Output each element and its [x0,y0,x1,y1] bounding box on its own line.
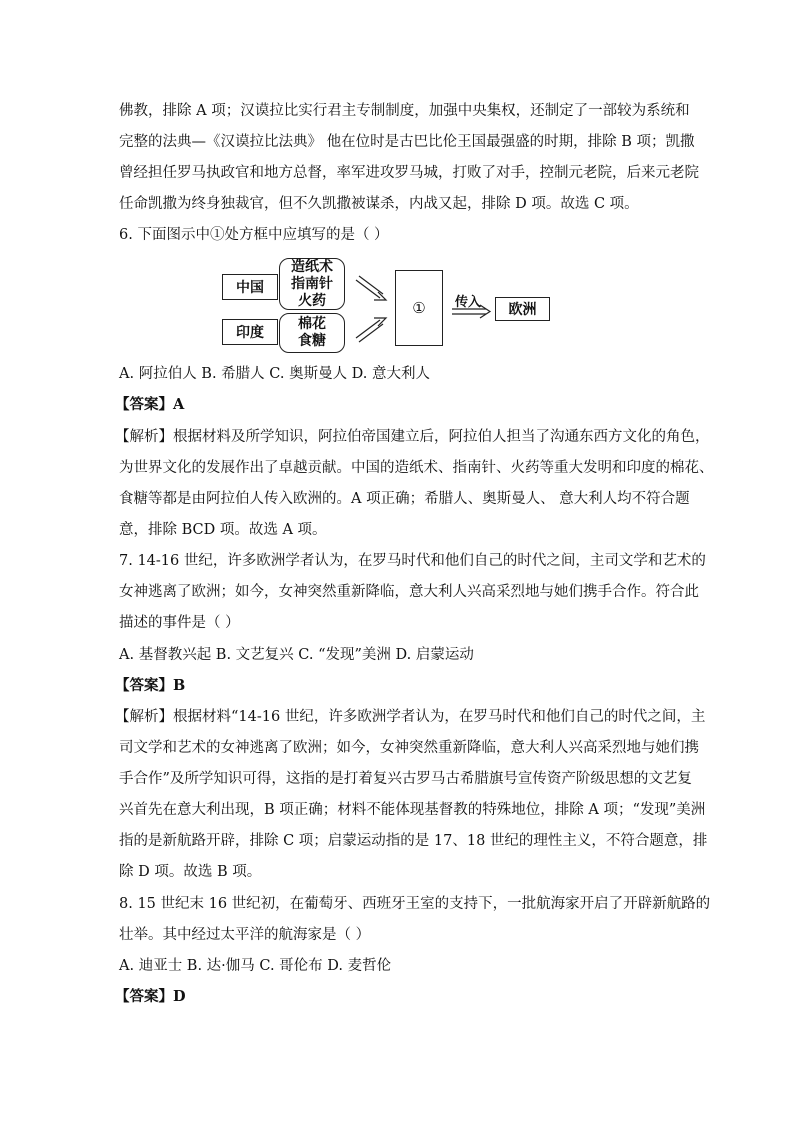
india-box: 印度 [222,319,278,345]
analysis-line: 手合作”及所学知识可得，这指的是打着复兴古罗马古希腊旗号宣传资产阶级思想的文艺复 [119,771,692,787]
invention-item: 火药 [298,292,326,309]
product-item: 食糖 [298,333,326,349]
europe-box: 欧洲 [495,297,550,321]
question-8-options: A. 迪亚士 B. 达·伽马 C. 哥伦布 D. 麦哲伦 [119,958,392,974]
analysis-line: 指的是新航路开辟，排除 C 项；启蒙运动指的是 17、18 世纪的理性主义，不符合题意，排 [119,833,708,849]
blank-box-1: ① [395,270,443,346]
question-8-stem: 壮举。其中经过太平洋的航海家是（ ） [119,927,371,943]
question-7-stem: 描述的事件是（ ） [119,615,240,631]
analysis-line: 食糖等都是由阿拉伯人传入欧洲的。A 项正确；希腊人、奥斯曼人、 意大利人均不符合题 [119,491,690,507]
china-inventions-box [279,258,345,310]
analysis-line: 除 D 项。故选 B 项。 [119,864,262,880]
invention-item: 造纸术 [291,258,333,275]
question-8-answer: 【答案】D [115,988,186,1005]
analysis-line: 司文学和艺术的女神逃离了欧洲；如今，女神突然重新降临，意大利人兴高采烈地与她们携 [119,740,699,756]
question-6-options: A. 阿拉伯人 B. 希腊人 C. 奥斯曼人 D. 意大利人 [119,366,431,382]
paragraph-line: 佛教，排除 A 项；汉谟拉比实行君主专制制度，加强中央集权，还制定了一部较为系统和 [119,103,690,119]
question-7-stem: 女神逃离了欧洲；如今，女神突然重新降临，意大利人兴高采烈地与她们携手合作。符合此 [119,584,699,600]
question-7-options: A. 基督教兴起 B. 文艺复兴 C. “发现”美洲 D. 启蒙运动 [119,647,474,663]
invention-item: 指南针 [291,275,333,292]
question-6-diagram [218,258,558,358]
analysis-line: 【解析】根据材料“14-16 世纪，许多欧洲学者认为，在罗马时代和他们自己的时代之间，主 [115,709,706,725]
analysis-line: 【解析】根据材料及所学知识，阿拉伯帝国建立后，阿拉伯人担当了沟通东西方文化的角色， [115,429,710,445]
analysis-line: 意，排除 BCD 项。故选 A 项。 [119,522,327,538]
analysis-line: 为世界文化的发展作出了卓越贡献。中国的造纸术、指南针、火药等重大发明和印度的棉花、 [119,460,714,476]
analysis-line: 兴首先在意大利出现，B 项正确；材料不能体现基督教的特殊地位，排除 A 项；“发现”美洲 [119,802,706,818]
paragraph-line: 完整的法典—《汉谟拉比法典》 他在位时是古巴比伦王国最强盛的时期，排除 B 项；凯撒 [119,134,695,150]
question-7-stem: 7. 14-16 世纪，许多欧洲学者认为，在罗马时代和他们自己的时代之间，主司文学和艺术的 [119,553,706,569]
question-8-stem: 8. 15 世纪末 16 世纪初，在葡萄牙、西班牙王室的支持下，一批航海家开启了开辟新航路的 [119,896,711,912]
question-6-stem: 6. 下面图示中①处方框中应填写的是（ ） [119,227,389,243]
product-item: 棉花 [298,316,326,332]
paragraph-line: 曾经担任罗马执政官和地方总督，率军进攻罗马城，打败了对手，控制元老院，后来元老院 [119,165,699,181]
right-arrow [450,304,495,320]
paragraph-line: 任命凯撒为终身独裁官，但不久凯撒被谋杀，内战又起，排除 D 项。故选 C 项。 [119,196,639,212]
india-products-box [279,313,345,353]
question-6-answer: 【答案】A [115,396,185,413]
question-7-answer: 【答案】B [115,677,186,694]
china-box: 中国 [222,274,278,300]
arrow-label: 传入 [455,295,482,310]
